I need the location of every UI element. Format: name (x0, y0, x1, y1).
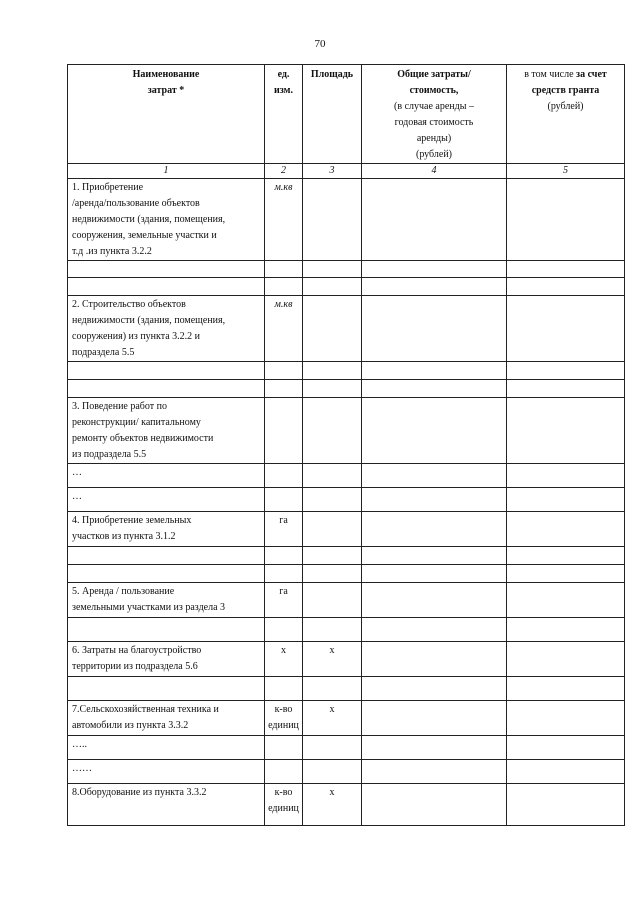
header-cost-name: Наименование затрат * (68, 65, 265, 164)
row-7-grant (507, 701, 625, 736)
table-row (68, 380, 625, 398)
row-3-grant (507, 398, 625, 464)
row-6-grant (507, 642, 625, 677)
row-1-grant (507, 179, 625, 261)
row-2-area (303, 296, 362, 362)
col-number-1: 1 (68, 164, 265, 179)
col-number-2: 2 (265, 164, 303, 179)
table-row (68, 278, 625, 296)
costs-table (67, 64, 625, 826)
table-row (68, 642, 625, 677)
row-8-unit: к-во единиц (265, 784, 303, 826)
row-6-name: 6. Затраты на благоустройство территории из подраздела 5.6 (68, 642, 265, 677)
row-2-total (362, 296, 507, 362)
col-number-4: 4 (362, 164, 507, 179)
header-area: Площадь (303, 65, 362, 164)
table-row (68, 464, 625, 488)
row-4-total (362, 512, 507, 547)
page-number: 70 (314, 38, 326, 50)
row-5-total (362, 583, 507, 618)
row-5-grant (507, 583, 625, 618)
row-5-name: 5. Аренда / пользование земельными участками из раздела 3 (68, 583, 265, 618)
table-row (68, 488, 625, 512)
row-1-total (362, 179, 507, 261)
row-1-area (303, 179, 362, 261)
row-3-extra-b: … (68, 488, 265, 512)
row-6-area: х (303, 642, 362, 677)
row-7-unit: к-во единиц (265, 701, 303, 736)
row-2-unit: м.кв (265, 296, 303, 362)
table-row (68, 701, 625, 736)
column-number-row (68, 164, 625, 179)
row-4-unit: га (265, 512, 303, 547)
col-number-3: 3 (303, 164, 362, 179)
table-row (68, 565, 625, 583)
row-6-unit: х (265, 642, 303, 677)
row-7-name: 7.Сельскохозяйственная техника и автомобили из пункта 3.3.2 (68, 701, 265, 736)
table-row (68, 179, 625, 261)
row-8-total (362, 784, 507, 826)
header-total-cost: Общие затраты/ стоимость, (в случае аренды – годовая стоимость аренды) (рублей) (362, 65, 507, 164)
row-3-name: 3. Поведение работ по реконструкции/ капитальному ремонту объектов недвижимости из подраздела 5.5 (68, 398, 265, 464)
table-row (68, 618, 625, 642)
row-3-unit (265, 398, 303, 464)
row-7-area: х (303, 701, 362, 736)
row-1-unit: м.кв (265, 179, 303, 261)
row-8-grant (507, 784, 625, 826)
row-2-name: 2. Строительство объектов недвижимости (здания, помещения, сооружения) из пункта 3.2.2 и подраздела 5.5 (68, 296, 265, 362)
row-7-extra-b: …… (68, 760, 265, 784)
header-grant-share: в том числе за счет средств гранта (рублей) (507, 65, 625, 164)
row-8-name: 8.Оборудование из пункта 3.3.2 (68, 784, 265, 826)
table-row (68, 547, 625, 565)
header-row (68, 65, 625, 164)
row-2-grant (507, 296, 625, 362)
table-row (68, 398, 625, 464)
table-row (68, 784, 625, 826)
row-1-name: 1. Приобретение /аренда/пользование объектов недвижимости (здания, помещения, сооружения, земельные участки и т.д .из пункта 3.2.2 (68, 179, 265, 261)
row-5-unit: га (265, 583, 303, 618)
table-row (68, 583, 625, 618)
table-row (68, 512, 625, 547)
row-4-area (303, 512, 362, 547)
row-7-total (362, 701, 507, 736)
table-row (68, 362, 625, 380)
row-8-area: х (303, 784, 362, 826)
table-row (68, 261, 625, 278)
row-3-area (303, 398, 362, 464)
row-7-extra-a: ….. (68, 736, 265, 760)
row-6-total (362, 642, 507, 677)
header-unit: ед. изм. (265, 65, 303, 164)
row-4-name: 4. Приобретение земельных участков из пункта 3.1.2 (68, 512, 265, 547)
table-row (68, 736, 625, 760)
table-row (68, 760, 625, 784)
table-row (68, 677, 625, 701)
row-3-extra-a: … (68, 464, 265, 488)
col-number-5: 5 (507, 164, 625, 179)
row-3-total (362, 398, 507, 464)
row-4-grant (507, 512, 625, 547)
row-5-area (303, 583, 362, 618)
table-row (68, 296, 625, 362)
